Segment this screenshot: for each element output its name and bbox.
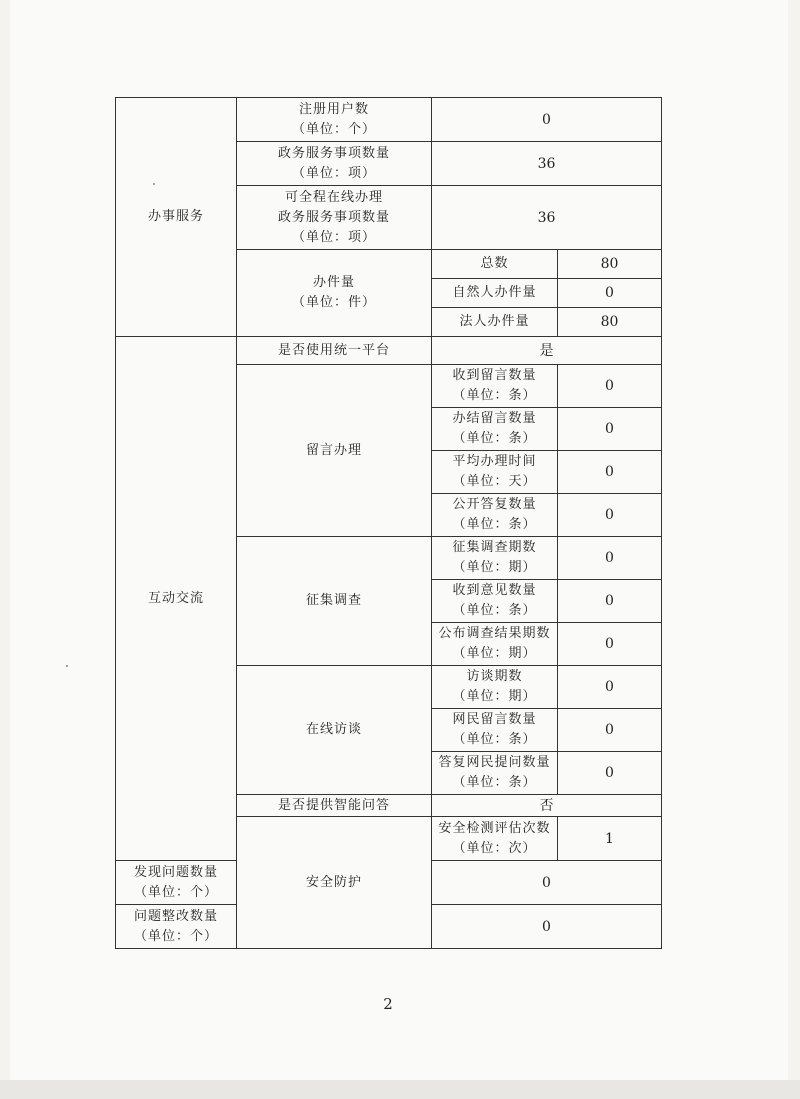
label-line: 征集调查期数	[452, 540, 537, 555]
label-line: 公布调查结果期数	[438, 626, 551, 641]
sub-label-survey-periods	[432, 537, 558, 580]
label-line: 访谈期数	[466, 669, 523, 684]
value-smart-qa: 否	[432, 795, 662, 817]
table-row	[116, 98, 662, 142]
row-label-registered-users	[237, 98, 432, 142]
label-line: 收到意见数量	[452, 583, 537, 598]
value-service-items: 36	[432, 142, 662, 186]
value-registered-users: 0	[432, 98, 662, 142]
unit-line: （单位：项）	[291, 165, 376, 181]
unit-line: （单位：天）	[452, 474, 537, 489]
value-security-checks: 1	[558, 817, 662, 861]
label-line: 可全程在线办理	[284, 189, 383, 205]
statistics-table	[115, 97, 662, 949]
scan-margin	[0, 1080, 800, 1099]
label-line: 网民留言数量	[452, 712, 537, 727]
unit-line: （单位：期）	[452, 689, 537, 704]
group-label-survey: 征集调查	[237, 537, 432, 666]
value-survey-periods: 0	[558, 537, 662, 580]
unit-line: （单位：件）	[291, 295, 376, 310]
row-label-unified-platform: 是否使用统一平台	[237, 337, 432, 365]
section-interaction	[116, 337, 237, 861]
unit-line: （单位：个）	[133, 884, 218, 900]
unit-line: （单位：期）	[452, 646, 537, 661]
label-line: 收到留言数量	[452, 368, 537, 383]
sub-label-netizen-messages	[432, 709, 558, 752]
value-opinions: 0	[558, 580, 662, 623]
value-received-messages: 0	[558, 365, 662, 408]
label-line: 公开答复数量	[452, 497, 537, 512]
value-legal-person: 80	[558, 308, 662, 337]
section-service	[116, 98, 237, 337]
value-online-items: 36	[432, 186, 662, 250]
row-label-smart-qa: 是否提供智能问答	[237, 795, 432, 817]
section-label: 安全防护	[305, 874, 362, 890]
label-line: 政务服务事项数量	[277, 209, 390, 225]
group-label-interview: 在线访谈	[237, 666, 432, 795]
row-label-security-checks	[432, 817, 558, 861]
label-line: 平均办理时间	[452, 454, 537, 469]
label-line: 办结留言数量	[452, 411, 537, 426]
label-line: 发现问题数量	[133, 864, 218, 880]
section-security	[237, 817, 432, 949]
unit-line: （单位：条）	[452, 388, 537, 403]
sub-label-survey-results	[432, 623, 558, 666]
section-label: 互动交流	[147, 590, 204, 606]
label-line: 答复网民提问数量	[438, 755, 551, 770]
label-line: 问题整改数量	[133, 908, 218, 924]
unit-line: （单位：期）	[452, 560, 537, 575]
value-total: 80	[558, 250, 662, 279]
table-row	[116, 337, 662, 365]
row-label-issues-found	[116, 861, 237, 905]
value-survey-results: 0	[558, 623, 662, 666]
sub-label-interview-periods	[432, 666, 558, 709]
unit-line: （单位：次）	[452, 840, 537, 856]
unit-line: （单位：个）	[133, 928, 218, 944]
label-line: 安全检测评估次数	[438, 820, 551, 836]
section-label: 办事服务	[147, 209, 204, 224]
sub-label-average-time	[432, 451, 558, 494]
label-line: 注册用户数	[298, 101, 369, 117]
page-number: 2	[383, 995, 393, 1013]
scan-speck	[66, 665, 68, 667]
row-label-cases	[237, 250, 432, 337]
unit-line: （单位：条）	[452, 775, 537, 790]
row-label-online-items	[237, 186, 432, 250]
sub-label-total: 总数	[432, 250, 558, 279]
unit-line: （单位：条）	[452, 431, 537, 446]
value-issues-found: 0	[432, 861, 662, 905]
row-label-service-items	[237, 142, 432, 186]
unit-line: （单位：条）	[452, 603, 537, 618]
unit-line: （单位：个）	[291, 121, 376, 137]
sub-label-public-replies	[432, 494, 558, 537]
value-natural-person: 0	[558, 279, 662, 308]
sub-label-received-messages	[432, 365, 558, 408]
unit-line: （单位：条）	[452, 517, 537, 532]
sub-label-answers	[432, 752, 558, 795]
sub-label-legal-person: 法人办件量	[432, 308, 558, 337]
value-average-time: 0	[558, 451, 662, 494]
value-closed-messages: 0	[558, 408, 662, 451]
value-public-replies: 0	[558, 494, 662, 537]
label-line: 办件量	[312, 275, 355, 290]
sub-label-closed-messages	[432, 408, 558, 451]
unit-line: （单位：条）	[452, 732, 537, 747]
value-netizen-messages: 0	[558, 709, 662, 752]
value-interview-periods: 0	[558, 666, 662, 709]
sub-label-opinions	[432, 580, 558, 623]
label-line: 政务服务事项数量	[277, 145, 390, 161]
sub-label-natural-person: 自然人办件量	[432, 279, 558, 308]
group-label-messages: 留言办理	[237, 365, 432, 537]
value-unified-platform: 是	[432, 337, 662, 365]
unit-line: （单位：项）	[291, 229, 376, 245]
value-answers: 0	[558, 752, 662, 795]
value-issues-fixed: 0	[432, 905, 662, 949]
row-label-issues-fixed	[116, 905, 237, 949]
